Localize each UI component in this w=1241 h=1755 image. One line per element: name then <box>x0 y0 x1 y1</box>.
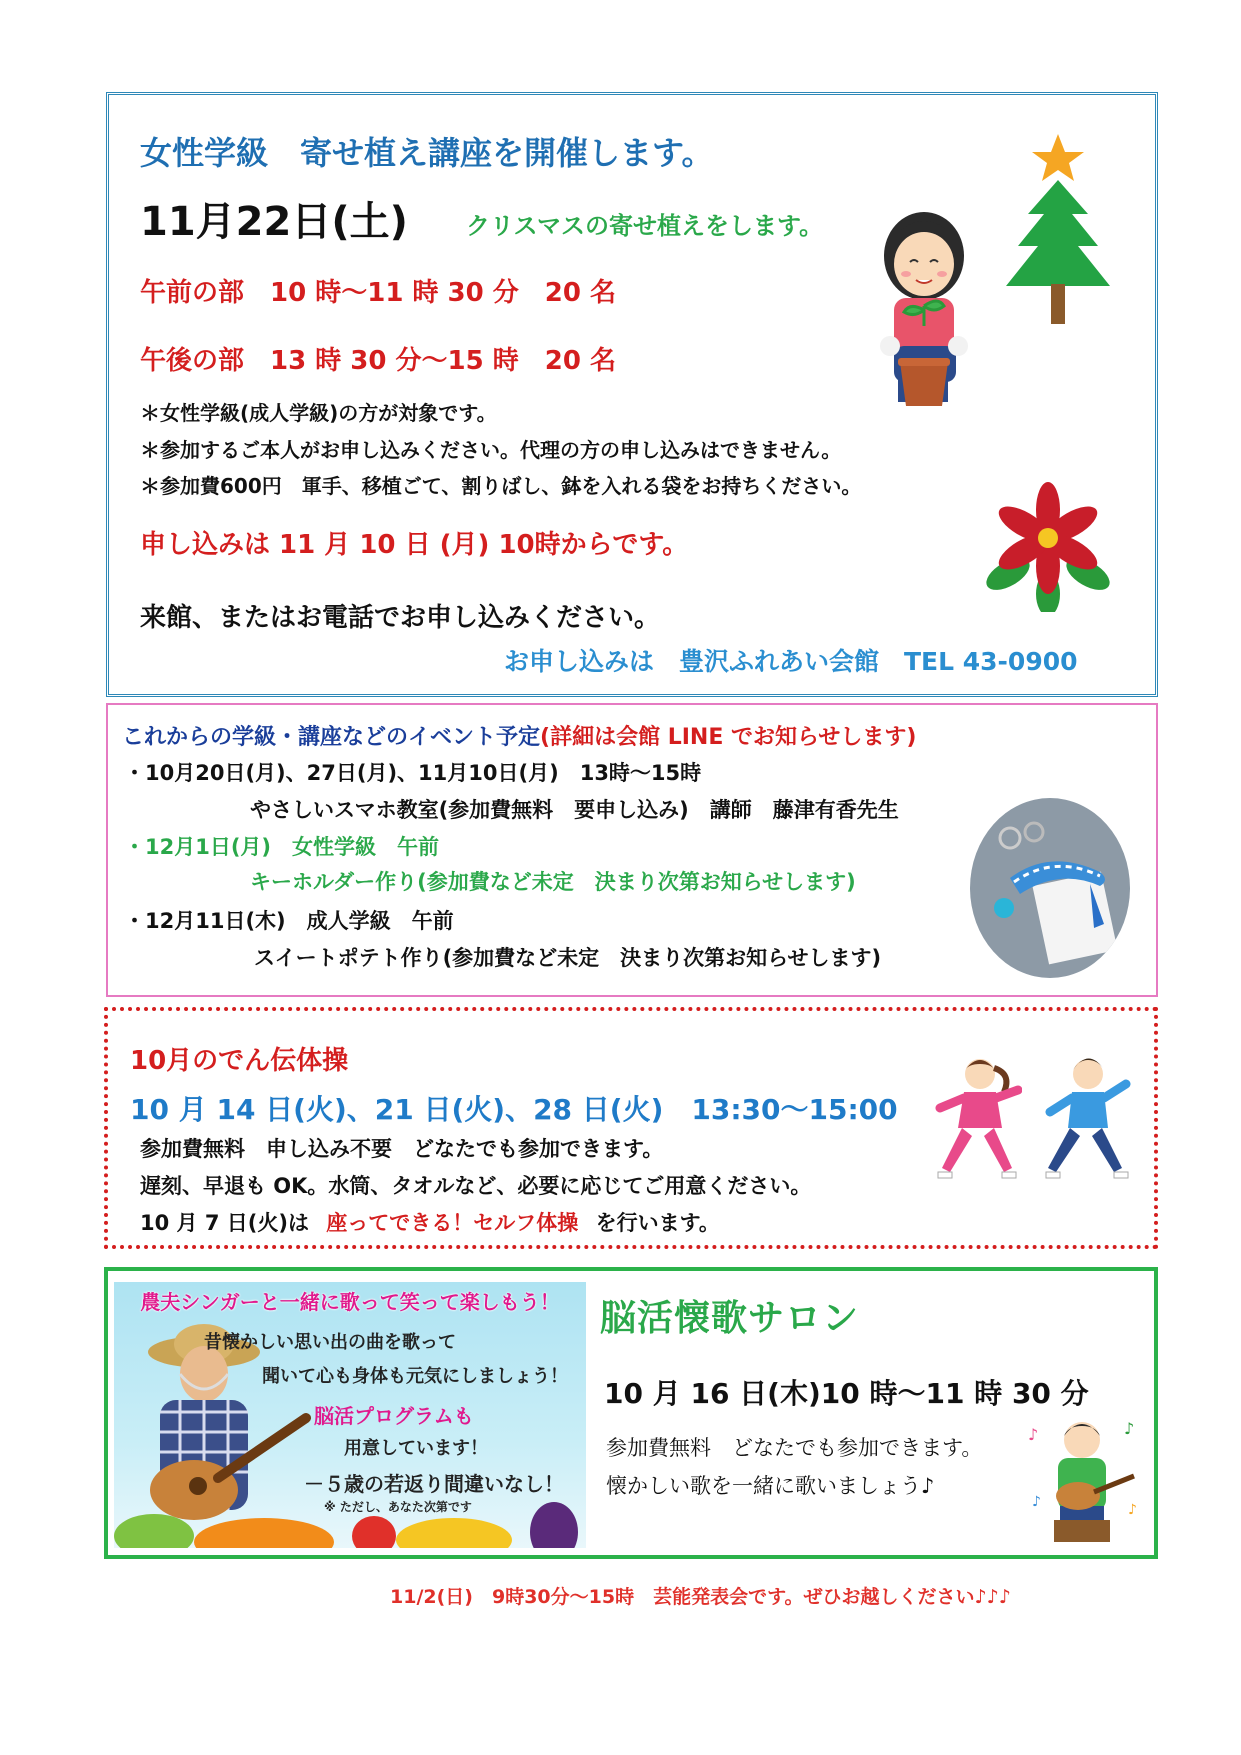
banner-line-4: 用意しています！ <box>344 1438 488 1459</box>
exercise-line-1: 参加費無料 申し込み不要 どなたでも参加できます。 <box>140 1137 664 1161</box>
man-exercising-illustration <box>1044 1056 1132 1188</box>
svg-text:♪: ♪ <box>1124 1419 1135 1438</box>
salon-line-2: 懐かしい歌を一緒に歌いましょう♪ <box>606 1474 935 1498</box>
event-2-date: ・12月1日(月) 女性学級 午前 <box>124 835 440 859</box>
exercise-line-3-post: を行います。 <box>595 1211 720 1235</box>
events-heading-note: (詳細は会館 LINE でお知らせします) <box>540 725 917 750</box>
workshop-contact: お申し込みは 豊沢ふれあい会館 TEL 43-0900 <box>504 647 1078 676</box>
svg-text:♪: ♪ <box>1032 1494 1041 1510</box>
workshop-apply-method: 来館、またはお電話でお申し込みください。 <box>140 603 661 633</box>
svg-text:♪: ♪ <box>1028 1425 1039 1444</box>
banner-title: 農夫シンガーと一緒に歌って笑って楽しもう！ <box>140 1290 560 1314</box>
man-with-guitar-illustration <box>1024 1410 1144 1548</box>
banner-line-2: 聞いて心も身体も元気にしましょう！ <box>262 1366 568 1387</box>
event-3-detail: スイートポテト作り(参加費など未定 決まり次第お知らせします) <box>254 946 882 970</box>
workshop-apply-start: 申し込みは 11 月 10 日 (月) 10時からです。 <box>140 530 689 560</box>
exercise-heading: 10月のでん伝体操 <box>130 1046 349 1076</box>
workshop-note-2: ＊参加するご本人がお申し込みください。代理の方の申し込みはできません。 <box>140 438 842 462</box>
girl-planting-illustration <box>868 206 980 418</box>
salon-title: 脳活懐歌サロン <box>600 1298 860 1339</box>
banner-line-5: －５歳の若返り間違いなし！ <box>304 1472 564 1496</box>
event-2-detail: キーホルダー作り(参加費など未定 決まり次第お知らせします) <box>250 870 856 894</box>
workshop-note-3: ＊参加費600円 軍手、移植ごて、割りばし、鉢を入れる袋をお持ちください。 <box>140 474 862 498</box>
workshop-date: 11月22日(土) <box>140 199 408 245</box>
event-1-date: ・10月20日(月)、27日(月)、11月10日(月) 13時～15時 <box>124 761 702 785</box>
banner-line-6: ※ ただし、あなた次第です <box>324 1500 472 1514</box>
svg-text:♪: ♪ <box>1128 1502 1137 1518</box>
woman-exercising-illustration <box>934 1056 1022 1188</box>
event-1-detail: やさしいスマホ教室(参加費無料 要申し込み) 講師 藤津有香先生 <box>250 798 899 822</box>
salon-date: 10 月 16 日(木)10 時～11 時 30 分 <box>604 1377 1089 1410</box>
keyholder-photo <box>970 798 1130 978</box>
exercise-line-3-pre: 10 月 7 日(火)は <box>140 1211 309 1235</box>
workshop-afternoon: 午後の部 13 時 30 分～15 時 20 名 <box>140 346 616 376</box>
workshop-date-sub: クリスマスの寄せ植えをします。 <box>466 212 824 240</box>
poinsettia-icon <box>986 482 1110 612</box>
events-heading: これからの学級・講座などのイベント予定 <box>122 725 541 750</box>
workshop-heading: 女性学級 寄せ植え講座を開催します。 <box>140 134 714 172</box>
banner-line-3: 脳活プログラムも <box>314 1404 474 1428</box>
salon-line-1: 参加費無料 どなたでも参加できます。 <box>606 1436 983 1460</box>
footer-announcement: 11/2(日) 9時30分～15時 芸能発表会です。ぜひお越しください♪♪♪ <box>390 1586 1011 1608</box>
exercise-line-3-highlight: 座ってできる！セルフ体操 <box>326 1211 579 1235</box>
event-3-date: ・12月11日(木) 成人学級 午前 <box>124 909 454 933</box>
exercise-line-2: 遅刻、早退も OK。水筒、タオルなど、必要に応じてご用意ください。 <box>140 1174 812 1198</box>
vegetables-decoration <box>114 1496 586 1548</box>
exercise-line-3 <box>140 1207 720 1237</box>
banner-line-1: 昔懐かしい思い出の曲を歌って <box>204 1332 456 1353</box>
workshop-morning: 午前の部 10 時～11 時 30 分 20 名 <box>140 278 616 308</box>
workshop-note-1: ＊女性学級(成人学級)の方が対象です。 <box>140 401 497 425</box>
christmas-tree-icon <box>1002 134 1114 330</box>
events-heading-line <box>122 720 916 751</box>
exercise-schedule: 10 月 14 日(火)、21 日(火)、28 日(火) 13:30～15:00 <box>130 1093 898 1126</box>
salon-banner <box>114 1282 586 1548</box>
